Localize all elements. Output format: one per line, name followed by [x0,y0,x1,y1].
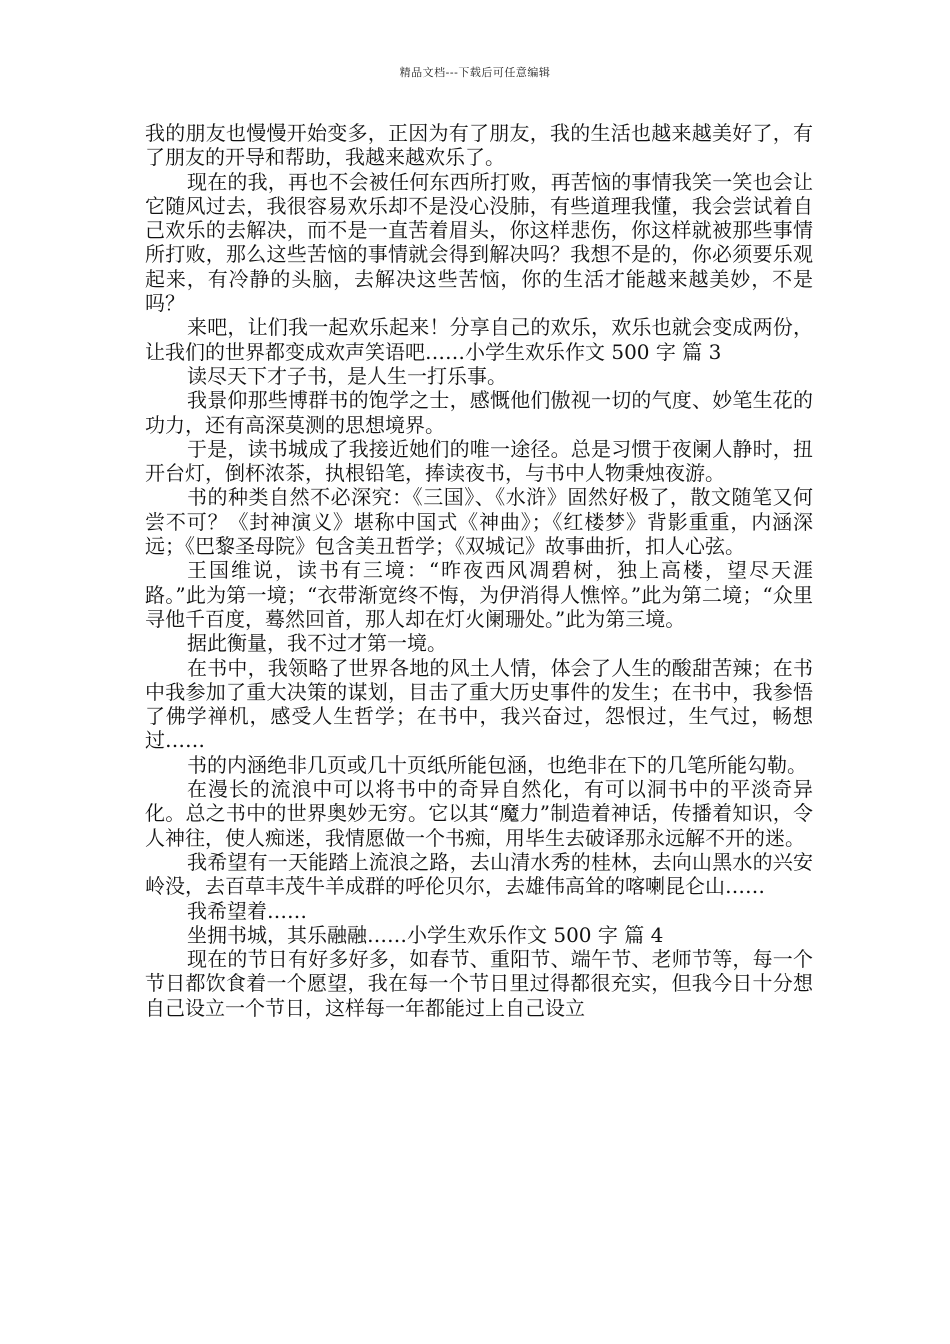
paragraph: 我景仰那些博群书的饱学之士，感慨他们傲视一切的气度、妙笔生花的功力，还有高深莫测的思想境界。 [145,388,813,437]
paragraph: 书的内涵绝非几页或几十页纸所能包涵，也绝非在下的几笔所能勾勒。 [187,752,807,777]
paragraph: 来吧，让们我一起欢乐起来！分享自己的欢乐，欢乐也就会变成两份，让我们的世界都变成欢声笑语吧……小学生欢乐作文 500 字 篇 3 [145,315,813,364]
paragraph: 现在的节日有好多好多，如春节、重阳节、端午节、老师节等，每一个节日都饮食着一个愿望，我在每一个节日里过得都很充实，但我今日十分想自己设立一个节日，这样每一年都能过上自己设立 [145,947,813,1020]
paragraph: 在漫长的流浪中可以将书中的奇异自然化，有可以洞书中的平淡奇异化。总之书中的世界奥妙无穷。它以其“魔力”制造着神话，传播着知识，令人神往，使人痴迷，我情愿做一个书痴，用毕生去破译那永远解不开的迷。 [145,777,813,850]
paragraph: 据此衡量，我不过才第一境。 [187,631,447,656]
paragraph: 书的种类自然不必深究：《三国》、《水浒》固然好极了，散文随笔又何尝不可？《封神演义》堪称中国式《神曲》；《红楼梦》背影重重，内涵深远；《巴黎圣母院》包含美丑哲学；《双城记》故事曲折，扣人心弦。 [145,485,813,559]
paragraph: 读尽天下才子书，是人生一打乐事。 [187,363,507,388]
paragraph: 我希望有一天能踏上流浪之路，去山清水秀的桂林，去向山黑水的兴安岭没，去百草丰茂牛羊成群的呼伦贝尔，去雄伟高耸的喀喇昆仑山…… [145,849,813,899]
paragraph: 王国维说，读书有三境：“昨夜西风凋碧树，独上高楼，望尽天涯路。”此为第一境；“衣带渐宽终不悔，为伊消得人憔悴。”此为第二境；“众里寻他千百度，蓦然回首，那人却在灯火阑珊处。”此为第三境。 [145,558,813,631]
paragraph: 在书中，我领略了世界各地的风土人情，体会了人生的酸甜苦辣；在书中我参加了重大决策的谋划，目击了重大历史事件的发生；在书中，我参悟了佛学禅机，感受人生哲学；在书中，我兴奋过，怨恨过，生气过，畅想过…… [145,655,813,753]
paragraph: 我的朋友也慢慢开始变多，正因为有了朋友，我的生活也越来越美好了，有了朋友的开导和帮助，我越来越欢乐了。 [145,121,813,170]
document-body [145,121,813,1020]
paragraph: 坐拥书城，其乐融融……小学生欢乐作文 500 字 篇 4 [187,922,664,947]
paragraph: 我希望着…… [187,898,307,923]
paragraph: 于是，读书城成了我接近她们的唯一途径。总是习惯于夜阑人静时，扭开台灯，倒杯浓茶，执根铅笔，捧读夜书，与书中人物秉烛夜游。 [145,436,813,486]
paragraph: 现在的我，再也不会被任何东西所打败，再苦恼的事情我笑一笑也会让它随风过去，我很容易欢乐却不是没心没肺，有些道理我懂，我会尝试着自己欢乐的去解决，而不是一直苦着眉头，你这样悲伤，你这样就被那些事情所打败，那么这些苦恼的事情就会得到解决吗？我想不是的，你必须要乐观起来，有冷静的头脑，去解决这些苦恼，你的生活才能越来越美妙，不是吗？ [145,169,813,316]
page-header: 精品文档---下载后可任意编辑 [399,66,551,79]
